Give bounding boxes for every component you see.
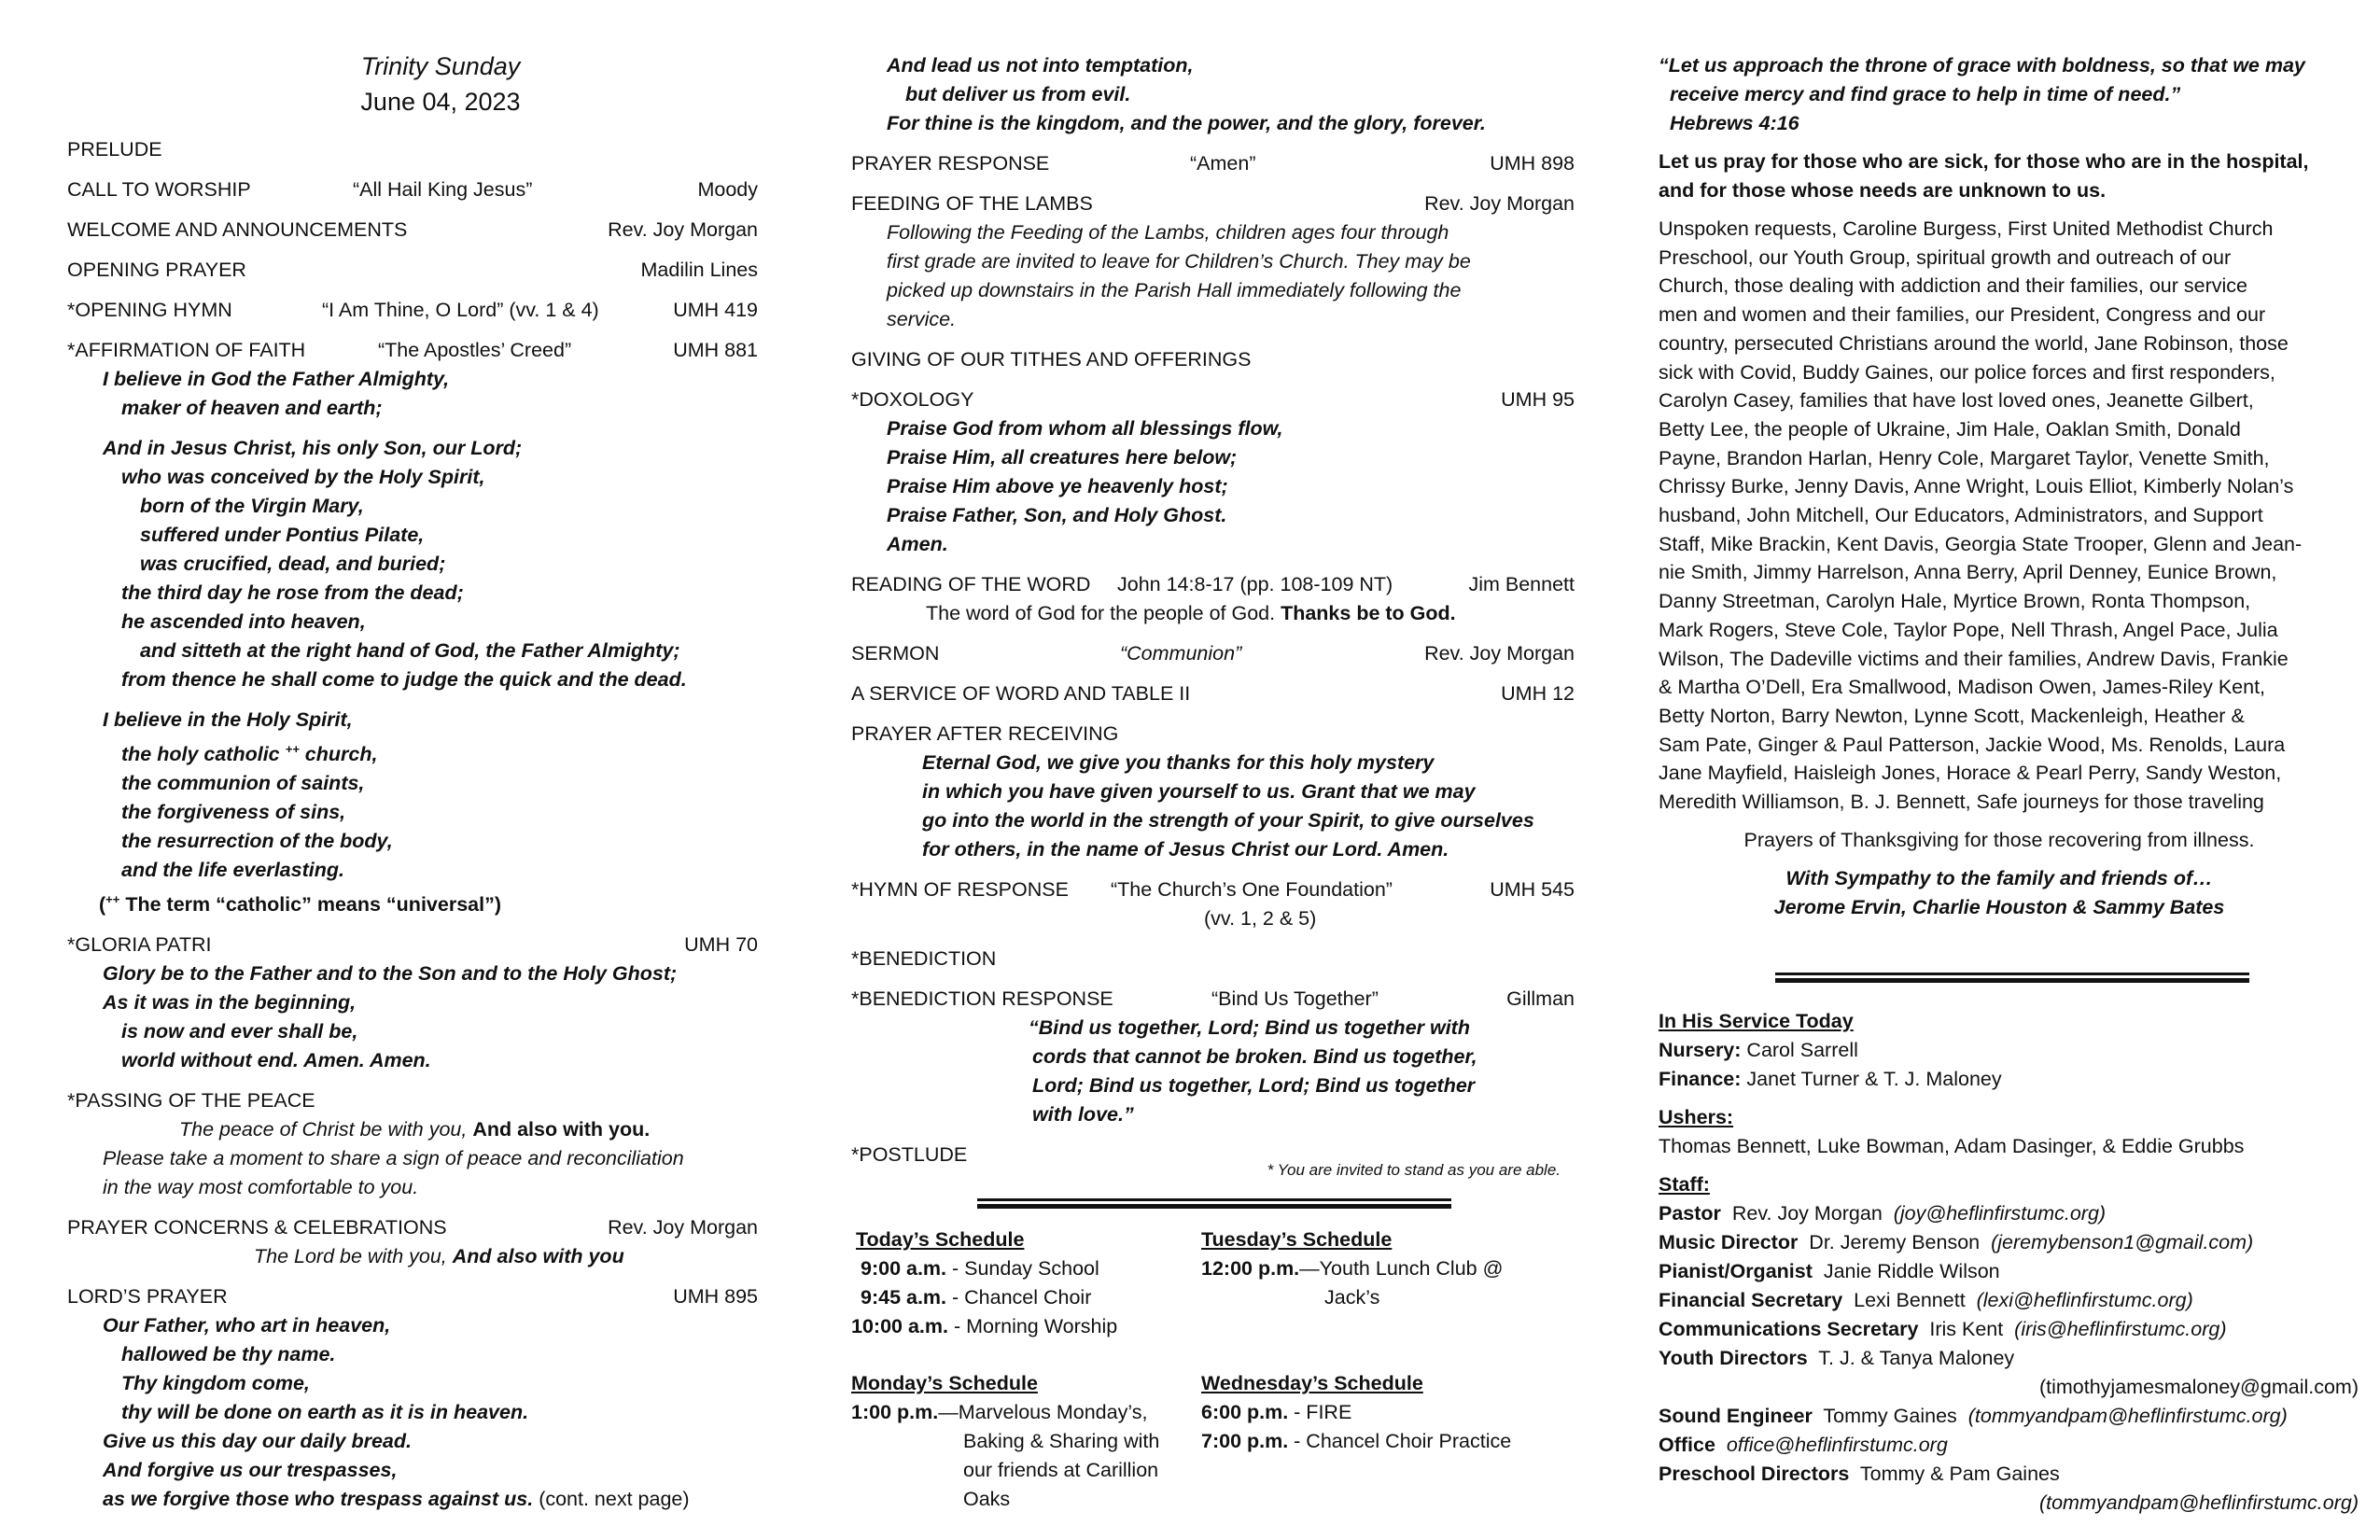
staff-name: T. J. & Tanya Maloney	[1807, 1347, 2015, 1369]
names-line: Chrissy Burke, Jenny Davis, Anne Wright, Louis Elliot, Kimberly Nolan’s	[1659, 475, 2294, 498]
concerns-call: The Lord be with you,	[254, 1245, 447, 1268]
creed-line: And in Jesus Christ, his only Son, our Lord;	[103, 437, 523, 459]
staff-name: Rev. Joy Morgan	[1720, 1202, 1894, 1225]
word-table-number: UMH 12	[1501, 682, 1575, 705]
staff-role: Youth Directors	[1659, 1347, 1808, 1369]
feeding-text	[851, 218, 1575, 334]
feeding-row	[851, 189, 1575, 218]
lp-line: but deliver us from evil.	[905, 83, 1131, 105]
schedule-item	[856, 1283, 1117, 1312]
staff-row	[1659, 1228, 2359, 1257]
sympathy-note	[1659, 864, 2359, 922]
hymn-response-row	[851, 875, 1575, 904]
lp-last-line: as we forgive those who trespass against us.	[103, 1488, 534, 1511]
reading-reader: Jim Bennett	[1468, 573, 1575, 595]
prayer-response-number: UMH 898	[1490, 152, 1575, 175]
creed-footnote	[99, 885, 758, 919]
service-staff-section	[1659, 1007, 2359, 1518]
creed-line: he ascended into heaven,	[121, 610, 366, 633]
after-receiving-text	[851, 749, 1575, 864]
lp-line: Thy kingdom come,	[121, 1372, 310, 1395]
welcome-label: WELCOME AND ANNOUNCEMENTS	[67, 218, 408, 241]
staff-heading: Staff:	[1659, 1173, 1710, 1196]
staff-name: Janie Riddle Wilson	[1812, 1260, 2000, 1282]
sermon-label: SERMON	[851, 642, 940, 665]
nursery-row	[1659, 1036, 2359, 1065]
staff-email: (tommyandpam@heflinfirstumc.org)	[1967, 1405, 2288, 1427]
names-line: Jane Mayfield, Haisleigh Jones, Horace & Pearl Perry, Sandy Weston,	[1659, 762, 2282, 785]
names-line: Wilson, The Dadeville victims and their families, Andrew Davis, Frankie	[1659, 647, 2289, 670]
schedule-text: - Sunday School	[946, 1257, 1099, 1280]
staff-name: Dr. Jeremy Benson	[1798, 1231, 1992, 1253]
lp-line: And lead us not into temptation,	[887, 54, 1194, 77]
schedule-time: 12:00 p.m.	[1201, 1257, 1300, 1280]
order-of-worship-middle	[851, 51, 1575, 1192]
doxology-line: Amen.	[887, 533, 948, 555]
service-date: June 04, 2023	[360, 88, 521, 116]
peace-instruction-line: in the way most comfortable to you.	[103, 1176, 419, 1199]
after-line: in which you have given yourself to us. Grant that we may	[922, 780, 1476, 803]
peace-label: *PASSING OF THE PEACE	[67, 1089, 315, 1113]
creed-note-paren: (	[99, 893, 106, 917]
todays-schedule	[851, 1225, 1118, 1341]
staff-email: office@heflinfirstumc.org	[1715, 1434, 1948, 1456]
thanksgiving-note: Prayers of Thanksgiving for those recovering from illness.	[1743, 828, 2255, 851]
concerns-response: And also with you	[452, 1245, 624, 1268]
staff-row	[1659, 1199, 2359, 1228]
benediction-response-composer: Gillman	[1506, 987, 1575, 1010]
benediction-response-title: “Bind Us Together”	[1211, 987, 1379, 1010]
schedule-item	[856, 1254, 1117, 1283]
finance-row	[1659, 1065, 2359, 1094]
schedule-item	[851, 1398, 1159, 1427]
stand-note-row	[851, 1161, 1575, 1192]
opening-hymn-label: *OPENING HYMN	[67, 299, 232, 321]
reading-reply: Thanks be to God.	[1281, 602, 1456, 624]
staff-email: (iris@heflinfirstumc.org)	[2014, 1318, 2227, 1340]
staff-role: Pianist/Organist	[1659, 1260, 1813, 1282]
doxology-row	[851, 385, 1575, 414]
schedule-item	[1201, 1398, 1511, 1427]
staff-name: Iris Kent	[1918, 1318, 2015, 1340]
schedule-text: —Marvelous Monday’s,	[938, 1401, 1148, 1423]
sympathy-line: Jerome Ervin, Charlie Houston & Sammy Bates	[1773, 895, 2225, 918]
creed-line: and the life everlasting.	[121, 859, 344, 882]
staff-role: Communications Secretary	[1659, 1318, 1919, 1340]
peace-instruction-line: Please take a moment to share a sign of peace and reconciliation	[103, 1147, 684, 1170]
gloria-line: As it was in the beginning,	[103, 991, 357, 1015]
opening-hymn-row	[67, 296, 758, 325]
concerns-leader: Rev. Joy Morgan	[608, 1216, 758, 1239]
benediction-row	[851, 945, 1575, 973]
prayer-response-title: “Amen”	[1190, 152, 1256, 175]
schedule-text: - Chancel Choir Practice	[1288, 1430, 1512, 1452]
staff-role: Music Director	[1659, 1231, 1799, 1253]
lords-prayer-end	[851, 51, 1575, 138]
creed-line: I believe in God the Father Almighty,	[103, 368, 450, 390]
opening-hymn-number: UMH 419	[673, 299, 758, 321]
gloria-label: *GLORIA PATRI	[67, 933, 212, 957]
names-line: sick with Covid, Buddy Gaines, our police forces and first responders,	[1659, 360, 2275, 384]
pray-for-intro	[1659, 147, 2359, 205]
sermon-row	[851, 639, 1575, 668]
middle-divider-rule	[977, 1198, 1451, 1207]
creed-line: the resurrection of the body,	[121, 830, 393, 853]
verse-line: receive mercy and find grace to help in time of need.”	[1670, 83, 2181, 105]
affirmation-title: “The Apostles’ Creed”	[378, 339, 572, 361]
staff-email: (lexi@heflinfirstumc.org)	[1976, 1289, 2193, 1311]
creed-line: suffered under Pontius Pilate,	[140, 524, 425, 546]
names-line: nie Smith, Jimmy Harrelson, Anna Berry, April Denney, Eunice Brown,	[1659, 561, 2277, 584]
lp-line: hallowed be thy name.	[121, 1343, 336, 1366]
sympathy-line: With Sympathy to the family and friends of…	[1785, 866, 2213, 889]
staff-role: Preschool Directors	[1659, 1463, 1850, 1485]
reading-row	[851, 570, 1575, 599]
creed-line: and sitteth at the right hand of God, the Father Almighty;	[140, 639, 680, 662]
lp-line: thy will be done on earth as it is in heaven.	[121, 1401, 529, 1424]
schedule-text-cont: our friends at Carillion	[963, 1459, 1159, 1481]
doxology-text	[851, 414, 1575, 559]
peace-row	[67, 1086, 758, 1115]
prayer-section	[1659, 51, 2359, 922]
names-line: Betty Lee, the people of Ukraine, Jim Hale, Oaklan Smith, Donald	[1659, 417, 2241, 441]
bind-line: Lord; Bind us together, Lord; Bind us together	[1032, 1074, 1476, 1097]
staff-name: Tommy Gaines	[1812, 1405, 1968, 1427]
names-line: & Martha O’Dell, Era Smallwood, Madison Owen, James-Riley Kent,	[1659, 676, 2266, 699]
schedule-text-cont: Baking & Sharing with	[963, 1430, 1160, 1452]
after-line: go into the world in the strength of your Spirit, to give ourselves	[922, 809, 1534, 832]
in-service-heading: In His Service Today	[1659, 1010, 1854, 1032]
names-line: Betty Norton, Barry Newton, Lynne Scott, Mackenleigh, Heather &	[1659, 704, 2245, 727]
hymn-response-verses: (vv. 1, 2 & 5)	[1204, 907, 1317, 930]
gloria-line: Glory be to the Father and to the Son and to the Holy Ghost;	[103, 962, 678, 986]
bind-us-together-text	[851, 1014, 1575, 1129]
staff-row	[1659, 1460, 2359, 1489]
gloria-text	[67, 959, 758, 1075]
word-table-label: A SERVICE OF WORD AND TABLE II	[851, 682, 1191, 705]
staff-email: (joy@heflinfirstumc.org)	[1893, 1202, 2107, 1225]
prelude-label: PRELUDE	[67, 138, 162, 161]
affirmation-row	[67, 336, 758, 365]
prayer-names-list	[1659, 215, 2359, 817]
creed-footnote-mark: ++	[285, 742, 300, 756]
finance-value: Janet Turner & T. J. Maloney	[1741, 1068, 2002, 1090]
reading-call: The word of God for the people of God.	[926, 602, 1276, 624]
feeding-leader: Rev. Joy Morgan	[1424, 192, 1575, 215]
lords-prayer-number: UMH 895	[673, 1285, 758, 1309]
names-line: men and women and their families, our President, Congress and our	[1659, 303, 2266, 327]
names-line: Carolyn Casey, families that have lost loved ones, Jeanette Gilbert,	[1659, 389, 2254, 413]
verse-reference: Hebrews 4:16	[1670, 112, 1799, 134]
names-line: Meredith Williamson, B. J. Bennett, Safe journeys for those traveling	[1659, 791, 2264, 814]
schedule-text: —Youth Lunch Club @	[1299, 1257, 1504, 1280]
service-title: Trinity Sunday	[360, 52, 521, 80]
feeding-line: Following the Feeding of the Lambs, children ages four through	[887, 221, 1449, 244]
left-column	[67, 0, 758, 1540]
creed-line: maker of heaven and earth;	[121, 397, 383, 419]
nursery-value: Carol Sarrell	[1741, 1039, 1858, 1061]
names-line: Unspoken requests, Caroline Burgess, First United Methodist Church	[1659, 217, 2274, 240]
preschool-email: (tommyandpam@heflinfirstumc.org)	[2038, 1491, 2359, 1514]
after-line: Eternal God, we give you thanks for this holy mystery	[922, 751, 1435, 774]
concerns-row	[67, 1213, 758, 1242]
doxology-line: Praise Father, Son, and Holy Ghost.	[887, 504, 1227, 526]
creed-line: was crucified, dead, and buried;	[140, 553, 446, 575]
feeding-line: first grade are invited to leave for Children’s Church. They may be	[887, 250, 1471, 273]
affirmation-label: *AFFIRMATION OF FAITH	[67, 339, 306, 361]
wednesdays-schedule	[1201, 1369, 1511, 1456]
gloria-line: is now and ever shall be,	[121, 1020, 358, 1043]
names-line: Preschool, our Youth Group, spiritual growth and outreach of our	[1659, 245, 2232, 269]
todays-schedule-heading: Today’s Schedule	[856, 1228, 1025, 1251]
peace-response: And also with you.	[472, 1118, 651, 1141]
schedule-time: 9:00 a.m.	[861, 1257, 947, 1280]
title-block	[67, 49, 758, 119]
lords-prayer-label: LORD’S PRAYER	[67, 1285, 228, 1309]
staff-row	[1659, 1402, 2359, 1431]
staff-email: (jeremybenson1@gmail.com)	[1991, 1231, 2254, 1253]
staff-role: Sound Engineer	[1659, 1405, 1813, 1427]
names-line: Church, those dealing with addiction and their families, our service	[1659, 274, 2247, 298]
finance-label: Finance:	[1659, 1068, 1742, 1090]
opening-prayer-label: OPENING PRAYER	[67, 259, 246, 281]
lords-prayer-text	[67, 1311, 758, 1514]
staff-name: Tommy & Pam Gaines	[1849, 1463, 2060, 1485]
verse-line: “Let us approach the throne of grace with boldness, so that we may	[1659, 54, 2305, 77]
schedule-text: - Chancel Choir	[946, 1286, 1092, 1309]
apostles-creed	[67, 365, 758, 919]
tuesdays-schedule-heading: Tuesday’s Schedule	[1201, 1228, 1393, 1251]
hymn-response-number: UMH 545	[1490, 878, 1575, 901]
schedule-text: - FIRE	[1288, 1401, 1352, 1423]
call-to-worship-leader: Moody	[697, 178, 758, 201]
schedule-text: - Morning Worship	[947, 1315, 1118, 1337]
lp-continued-note: (cont. next page)	[539, 1488, 690, 1511]
creed-line: who was conceived by the Holy Spirit,	[121, 466, 485, 488]
creed-line: the communion of saints,	[121, 772, 365, 795]
pray-for-line: and for those whose needs are unknown to us.	[1659, 179, 2107, 202]
prayer-response-row	[851, 149, 1575, 178]
nursery-label: Nursery:	[1659, 1039, 1742, 1061]
giving-label: GIVING OF OUR TITHES AND OFFERINGS	[851, 348, 1252, 371]
middle-column	[851, 0, 1575, 1540]
names-line: Mark Rogers, Steve Cole, Taylor Pope, Nell Thrash, Angel Pace, Julia	[1659, 618, 2278, 641]
creed-line: born of the Virgin Mary,	[140, 495, 364, 517]
schedule-time: 6:00 p.m.	[1201, 1401, 1289, 1423]
names-line: Staff, Mike Brackin, Kent Davis, Georgia State Trooper, Glenn and Jean-	[1659, 532, 2303, 555]
benediction-response-label: *BENEDICTION RESPONSE	[851, 987, 1113, 1010]
creed-church-text: church,	[304, 743, 378, 766]
bind-line: “Bind us together, Lord; Bind us together with	[1029, 1016, 1470, 1039]
creed-line: I believe in the Holy Spirit,	[103, 708, 353, 731]
feeding-line: service.	[887, 308, 957, 330]
staff-name: Lexi Bennett	[1842, 1289, 1977, 1311]
reading-label: READING OF THE WORD	[851, 573, 1091, 595]
doxology-label: *DOXOLOGY	[851, 388, 974, 411]
schedule-text-cont: Jack’s	[1324, 1286, 1380, 1309]
mondays-schedule	[851, 1369, 1159, 1514]
schedule-item	[1201, 1254, 1503, 1283]
schedule-text-cont: Oaks	[963, 1488, 1011, 1510]
reading-passage: John 14:8-17 (pp. 108-109 NT)	[1117, 573, 1393, 595]
after-receiving-row	[851, 720, 1575, 749]
feeding-label: FEEDING OF THE LAMBS	[851, 192, 1093, 215]
welcome-row	[67, 216, 758, 245]
feeding-line: picked up downstairs in the Parish Hall immediately following the	[887, 279, 1462, 301]
wednesdays-schedule-heading: Wednesday’s Schedule	[1201, 1372, 1423, 1394]
staff-role: Office	[1659, 1434, 1715, 1456]
names-line: Payne, Brandon Harlan, Henry Cole, Margaret Taylor, Venette Smith,	[1659, 446, 2270, 469]
postlude-label: *POSTLUDE	[851, 1143, 968, 1166]
tuesdays-schedule	[1201, 1225, 1503, 1312]
creed-line: the third day he rose from the dead;	[121, 581, 464, 604]
right-column	[1659, 0, 2359, 1540]
staff-row	[1659, 1315, 2359, 1344]
doxology-number: UMH 95	[1501, 388, 1575, 411]
doxology-line: Praise Him, all creatures here below;	[887, 446, 1238, 469]
doxology-line: Praise God from whom all blessings flow,	[887, 417, 1283, 440]
lp-line: Our Father, who art in heaven,	[103, 1314, 391, 1337]
word-table-row	[851, 679, 1575, 708]
call-to-worship-label: CALL TO WORSHIP	[67, 178, 251, 201]
mondays-schedule-heading: Monday’s Schedule	[851, 1372, 1038, 1394]
hymn-response-label: *HYMN OF RESPONSE	[851, 878, 1069, 901]
sermon-title: “Communion”	[1120, 642, 1242, 665]
stand-note: * You are invited to stand as you are able.	[1267, 1161, 1561, 1179]
creed-line: the forgiveness of sins,	[121, 801, 346, 824]
benediction-response-row	[851, 985, 1575, 1014]
staff-row	[1659, 1431, 2359, 1460]
schedule-time: 9:45 a.m.	[861, 1286, 947, 1309]
staff-role: Financial Secretary	[1659, 1289, 1843, 1311]
after-receiving-label: PRAYER AFTER RECEIVING	[851, 722, 1119, 745]
schedule-time: 10:00 a.m.	[851, 1315, 948, 1337]
creed-catholic-text: the holy catholic	[121, 743, 280, 766]
schedule-time: 1:00 p.m.	[851, 1401, 939, 1423]
lp-line: And forgive us our trespasses,	[103, 1459, 398, 1482]
names-line: husband, John Mitchell, Our Educators, Administrators, and Support	[1659, 504, 2263, 527]
names-line: Danny Streetman, Carolyn Hale, Myrtice Brown, Ronta Thompson,	[1659, 590, 2251, 613]
staff-row	[1659, 1286, 2359, 1315]
benediction-label: *BENEDICTION	[851, 947, 997, 970]
staff-row	[1659, 1344, 2359, 1373]
welcome-leader: Rev. Joy Morgan	[608, 218, 758, 241]
gloria-row	[67, 931, 758, 959]
youth-email: (timothyjamesmaloney@gmail.com)	[2038, 1376, 2359, 1398]
schedule-item	[851, 1312, 1117, 1341]
reading-response	[851, 599, 1575, 628]
bind-line: cords that cannot be broken. Bind us together,	[1032, 1045, 1477, 1068]
opening-prayer-row	[67, 256, 758, 285]
names-line: Sam Pate, Ginger & Paul Patterson, Jackie Wood, Ms. Renolds, Laura	[1659, 733, 2286, 756]
creed-note-mark: ++	[105, 892, 120, 907]
lp-line: Give us this day our daily bread.	[103, 1430, 412, 1453]
lords-prayer-row	[67, 1282, 758, 1311]
names-line: country, persecuted Christians around the world, Jane Robinson, those	[1659, 331, 2289, 355]
bind-line: with love.”	[1032, 1103, 1134, 1126]
opening-prayer-leader: Madilin Lines	[640, 259, 758, 281]
right-divider-rule	[1775, 973, 2249, 981]
prelude-row	[67, 135, 758, 164]
gloria-number: UMH 70	[684, 933, 758, 957]
sermon-preacher: Rev. Joy Morgan	[1424, 642, 1575, 665]
peace-greeting	[67, 1115, 758, 1144]
lp-line: For thine is the kingdom, and the power, and the glory, forever.	[887, 112, 1486, 134]
opening-hymn-title: “I Am Thine, O Lord” (vv. 1 & 4)	[322, 299, 599, 321]
ushers-heading: Ushers:	[1659, 1106, 1734, 1128]
order-of-worship-left	[67, 135, 758, 1514]
schedule-item	[1201, 1427, 1511, 1456]
lp-line	[103, 1485, 758, 1514]
ushers-list: Thomas Bennett, Luke Bowman, Adam Dasinger, & Eddie Grubbs	[1659, 1135, 2245, 1157]
pray-for-line: Let us pray for those who are sick, for those who are in the hospital,	[1659, 150, 2309, 173]
affirmation-number: UMH 881	[673, 339, 758, 361]
staff-row	[1659, 1257, 2359, 1286]
peace-instruction	[67, 1144, 758, 1202]
call-to-worship-title: “All Hail King Jesus”	[353, 178, 533, 201]
creed-line: from thence he shall come to judge the quick and the dead.	[121, 668, 687, 691]
concerns-label: PRAYER CONCERNS & CELEBRATIONS	[67, 1216, 447, 1239]
prayer-response-label: PRAYER RESPONSE	[851, 152, 1050, 175]
giving-row	[851, 345, 1575, 374]
concerns-greeting	[67, 1242, 758, 1271]
after-line: for others, in the name of Jesus Christ our Lord. Amen.	[922, 838, 1449, 861]
creed-line	[103, 735, 758, 769]
peace-call: The peace of Christ be with you,	[179, 1118, 468, 1141]
hymn-response-title: “The Church’s One Foundation”	[1111, 878, 1393, 901]
gloria-line: world without end. Amen. Amen.	[121, 1049, 431, 1072]
creed-note-text: The term “catholic” means “universal”)	[125, 893, 501, 917]
call-to-worship-row	[67, 175, 758, 204]
schedule-time: 7:00 p.m.	[1201, 1430, 1289, 1452]
staff-role: Pastor	[1659, 1202, 1721, 1225]
doxology-line: Praise Him above ye heavenly host;	[887, 475, 1228, 497]
